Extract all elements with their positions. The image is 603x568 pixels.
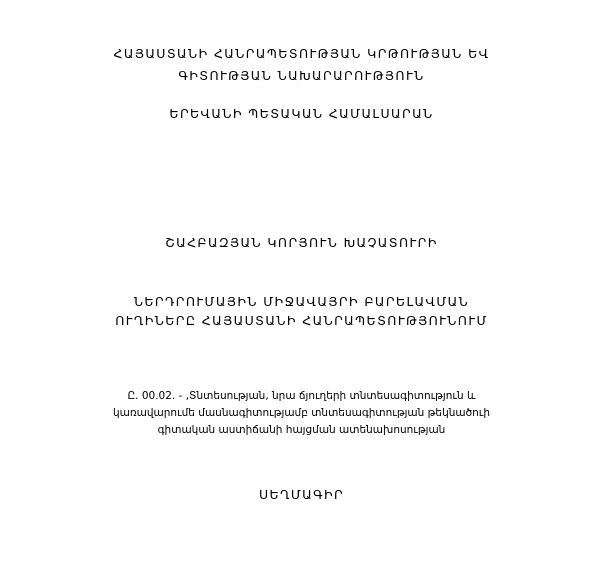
thesis-title-line-1: ՆԵՐԴՐՈՒՄԱՅԻՆ ՄԻՋԱՎԱՅՐԻ ԲԱՐԵԼԱՎՄԱՆ	[133, 294, 470, 309]
ministry-line-2: ԳԻՏՈՒԹՅԱՆ ՆԱԽԱՐԱՐՈՒԹՅՈՒՆ	[178, 68, 425, 83]
specialty-line-3: գիտական աստիճանի հայցման ատենախոսության	[157, 424, 446, 436]
university-name: ԵՐԵՎԱՆԻ ՊԵՏԱԿԱՆ ՀԱՄԱԼՍԱՐԱՆ	[169, 106, 434, 121]
document-type: ՍԵՂՄԱԳԻՐ	[258, 487, 345, 502]
thesis-title-line-2: ՈՒՂԻՆԵՐԸ ՀԱՅԱՍՏԱՆԻ ՀԱՆՐԱՊԵՏՈՒԹՅՈՒՆՈՒՄ	[115, 313, 488, 328]
specialty-line-1: Ը. 00.02. - ,Տնտեսության, նրա ճյուղերի տնտեսագիտություն և	[127, 390, 476, 402]
ministry-line-1: ՀԱՅԱՍՏԱՆԻ ՀԱՆՐԱՊԵՏՈՒԹՅԱՆ ԿՐԹՈՒԹՅԱՆ ԵՎ	[113, 46, 490, 61]
specialty-line-2: կառավարումե մասնագիտությամբ տնտեսագիտության թեկնածուի	[112, 407, 491, 419]
author-name: ՇԱՀԲԱԶՅԱՆ ԿՈՐՅՈՒՆ ԽԱՉԱՏՈՒՐԻ	[165, 235, 438, 250]
